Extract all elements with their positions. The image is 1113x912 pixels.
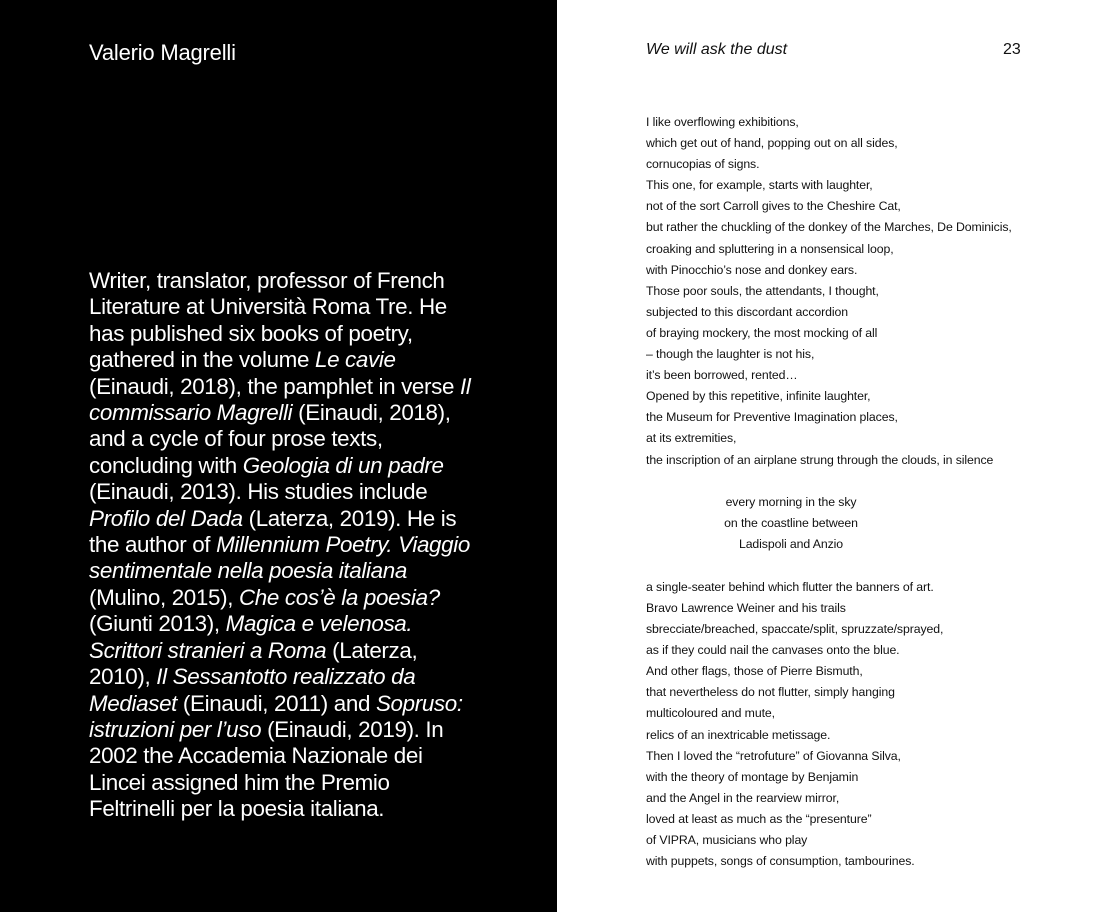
- running-title: We will ask the dust: [646, 41, 788, 58]
- bio-text: (Laterza, 2019). He is the author of: [89, 505, 457, 558]
- bio-text: (Giunti 2013),: [89, 611, 226, 637]
- author-name: Valerio Magrelli: [89, 40, 236, 65]
- poem-line: multicoloured and mute,: [646, 706, 775, 721]
- poem-line: of VIPRA, musicians who play: [646, 833, 808, 847]
- poem-line: Those poor souls, the attendants, I thought,: [646, 283, 879, 298]
- bio-text: (Mulino, 2015),: [89, 584, 239, 610]
- right-page: [557, 0, 1113, 912]
- poem-line: This one, for example, starts with laughter,: [646, 178, 873, 193]
- poem-line: at its extremities,: [646, 431, 737, 446]
- poem-line: which get out of hand, popping out on all sides,: [646, 136, 898, 151]
- poem-line: relics of an inextricable metissage.: [646, 727, 831, 742]
- bio-title-italic: Che cos’è la poesia?: [238, 584, 440, 610]
- bio-text: (Einaudi, 2019). In 2002 the Accademia Nazionale dei Lincei assigned him the Premio Feltrinelli per la poesia italiana.: [89, 716, 444, 822]
- bio-title-italic: Le cavie: [314, 347, 396, 373]
- poem-line: Bravo Lawrence Weiner and his trails: [646, 600, 846, 615]
- bio-title-italic: Profilo del Dada: [89, 505, 243, 531]
- poem-stanza: [646, 112, 1066, 471]
- poem-line: – though the laughter is not his,: [646, 347, 815, 362]
- poem-line: subjected to this discordant accordion: [646, 304, 848, 319]
- poem: [646, 112, 1066, 872]
- poem-line: and the Angel in the rearview mirror,: [646, 790, 840, 805]
- bio-text: (Laterza, 2010),: [89, 637, 418, 690]
- poem-stanza: [646, 577, 1066, 872]
- bio-title-italic: Millennium Poetry. Viaggio sentimentale nella poesia italiana: [89, 532, 470, 584]
- bio-text: (Einaudi, 2018), the pamphlet in verse: [89, 373, 460, 399]
- bio-text: (Einaudi, 2018), and a cycle of four prose texts, concluding with: [89, 400, 451, 478]
- poem-line: with the theory of montage by Benjamin: [646, 769, 859, 784]
- bio-text: (Einaudi, 2011) and: [177, 690, 376, 716]
- poem-line: on the coastline between: [724, 516, 858, 531]
- bio-text: Writer, translator, professor of French Literature at Università Roma Tre. He has published six books of poetry, gathered in the volume: [89, 268, 447, 373]
- poem-line: the Museum for Preventive Imagination places,: [646, 410, 898, 425]
- poem-line: as if they could nail the canvases onto the blue.: [646, 643, 900, 658]
- author-bio: [89, 268, 479, 823]
- poem-line: every morning in the sky: [725, 495, 857, 510]
- poem-line: croaking and spluttering in a nonsensical loop,: [646, 241, 894, 256]
- poem-line: I like overflowing exhibitions,: [646, 115, 799, 129]
- poem-line: of braying mockery, the most mocking of all: [646, 325, 878, 340]
- poem-line: sbrecciate/breached, spaccate/split, spruzzate/sprayed,: [646, 622, 944, 637]
- poem-line: with Pinocchio’s nose and donkey ears.: [646, 262, 858, 277]
- poem-line: cornucopias of signs.: [646, 157, 760, 172]
- poem-line: Ladispoli and Anzio: [738, 537, 844, 552]
- bio-title-italic: Il commissario Magrelli: [89, 373, 471, 426]
- bio-title-italic: Il Sessantotto realizzato da Mediaset: [89, 664, 416, 716]
- poem-line: that nevertheless do not flutter, simply hanging: [646, 685, 895, 700]
- poem-line: the inscription of an airplane strung through the clouds, in silence: [646, 452, 994, 467]
- bio-title-italic: Sopruso: istruzioni per l’uso: [89, 690, 463, 742]
- poem-line: but rather the chuckling of the donkey of the Marches, De Dominicis,: [646, 220, 1012, 235]
- poem-line: Then I loved the “retrofuture” of Giovanna Silva,: [646, 748, 901, 763]
- bio-text: (Einaudi, 2013). His studies include: [89, 479, 428, 505]
- bio-title-italic: Geologia di un padre: [242, 452, 444, 478]
- poem-line: not of the sort Carroll gives to the Cheshire Cat,: [646, 199, 901, 214]
- page-number: 23: [1003, 41, 1021, 58]
- poem-line: Opened by this repetitive, infinite laughter,: [646, 389, 871, 404]
- poem-line: And other flags, those of Pierre Bismuth,: [646, 664, 863, 679]
- poem-line: loved at least as much as the “presenture”: [646, 811, 872, 826]
- poem-line: it’s been borrowed, rented…: [646, 368, 798, 383]
- poem-line: a single-seater behind which flutter the banners of art.: [646, 579, 934, 594]
- centered-stanza: [646, 492, 936, 555]
- bio-title-italic: Magica e velenosa. Scrittori stranieri a Roma: [89, 611, 413, 663]
- poem-line: with puppets, songs of consumption, tambourines.: [646, 854, 915, 869]
